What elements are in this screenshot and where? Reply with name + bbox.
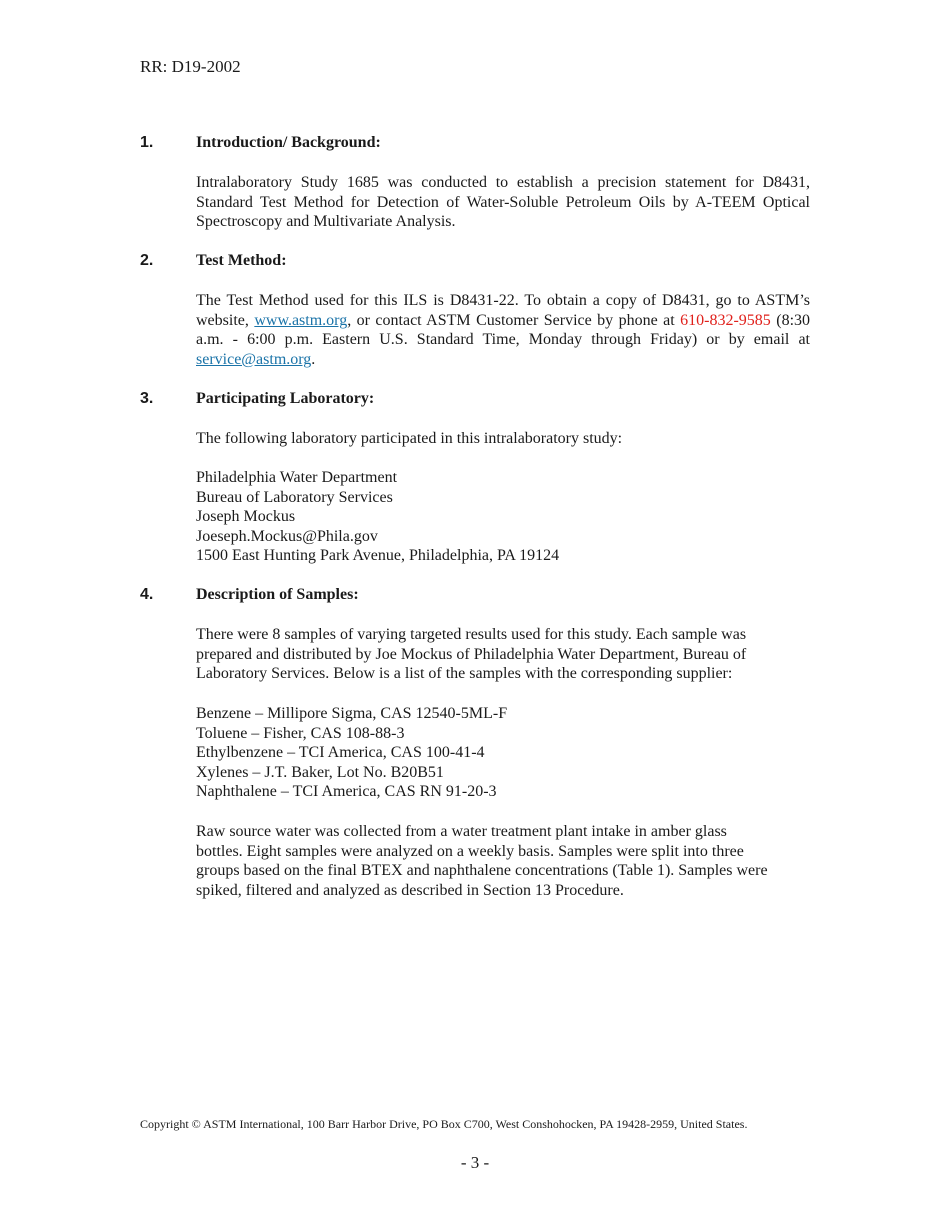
paragraph-line: There were 8 samples of varying targeted results used for this study. Each sample was <box>196 626 747 643</box>
sample-list <box>196 704 810 802</box>
paragraph-line: spiked, filtered and analyzed as described in Section 13 Procedure. <box>196 881 624 899</box>
lab-contact-name: Joseph Mockus <box>196 508 296 526</box>
paragraph-line: Raw source water was collected from a water treatment plant intake in amber glass <box>196 823 727 840</box>
lab-name: Philadelphia Water Department <box>196 469 398 486</box>
sample-item: Naphthalene – TCI America, CAS RN 91-20-3 <box>196 783 497 801</box>
section-title: Description of Samples: <box>196 586 359 603</box>
lab-address: 1500 East Hunting Park Avenue, Philadelphia, PA 19124 <box>196 547 560 565</box>
section-number: 1. <box>140 134 154 151</box>
document-id-header: RR: D19-2002 <box>140 57 241 76</box>
section-number: 3. <box>140 390 154 407</box>
astm-website-link[interactable]: www.astm.org <box>254 311 348 329</box>
section-title: Introduction/ Background: <box>196 134 381 151</box>
section-title: Test Method: <box>196 252 287 269</box>
paragraph-text: (8:30 a.m. - 6:00 p.m. Eastern U.S. Standard Time, Monday through Friday) or by email at <box>196 311 811 349</box>
section-title: Participating Laboratory: <box>196 390 375 407</box>
samples-paragraph <box>196 625 810 684</box>
sample-item: Toluene – Fisher, CAS 108-88-3 <box>196 724 405 742</box>
copyright-footer: Copyright © ASTM International, 100 Barr Harbor Drive, PO Box C700, West Conshohocken, PA 19428-2959, United States. <box>140 1117 748 1131</box>
page-number: - 3 - <box>460 1153 490 1172</box>
section-intro-text: The following laboratory participated in this intralaboratory study: <box>196 430 623 447</box>
paragraph-text: The Test Method used for this ILS is D8431-22. To obtain a copy of D8431, go to ASTM’s website, <box>196 292 810 329</box>
sample-item: Xylenes – J.T. Baker, Lot No. B20B51 <box>196 763 444 781</box>
source-water-paragraph <box>196 822 810 900</box>
paragraph-text: . <box>311 350 316 368</box>
paragraph-line: bottles. Eight samples were analyzed on a weekly basis. Samples were split into three <box>196 842 744 860</box>
paragraph-line: groups based on the final BTEX and naphthalene concentrations (Table 1). Samples were <box>196 862 768 880</box>
paragraph-line: prepared and distributed by Joe Mockus of Philadelphia Water Department, Bureau of <box>196 645 747 663</box>
section-number: 2. <box>140 252 154 269</box>
paragraph-text: , or contact ASTM Customer Service by phone at <box>347 311 681 329</box>
section-paragraph <box>196 291 810 369</box>
section-paragraph: Intralaboratory Study 1685 was conducted to establish a precision statement for D8431, Standard Test Method for Detection of Water-Soluble Petroleum Oils by A-TEEM Optical Spectroscopy and Multivariate Analysis. <box>196 174 810 231</box>
sample-item: Benzene – Millipore Sigma, CAS 12540-5ML-F <box>196 705 508 722</box>
lab-bureau: Bureau of Laboratory Services <box>196 488 393 506</box>
paragraph-line: Laboratory Services. Below is a list of the samples with the corresponding supplier: <box>196 665 733 683</box>
phone-number: 610-832-9585 <box>680 311 771 329</box>
service-email-link[interactable]: service@astm.org <box>196 350 312 368</box>
sample-item: Ethylbenzene – TCI America, CAS 100-41-4 <box>196 744 485 762</box>
section-number: 4. <box>140 586 154 603</box>
lab-contact-email: Joeseph.Mockus@Phila.gov <box>196 527 378 545</box>
laboratory-address-block <box>196 468 810 566</box>
